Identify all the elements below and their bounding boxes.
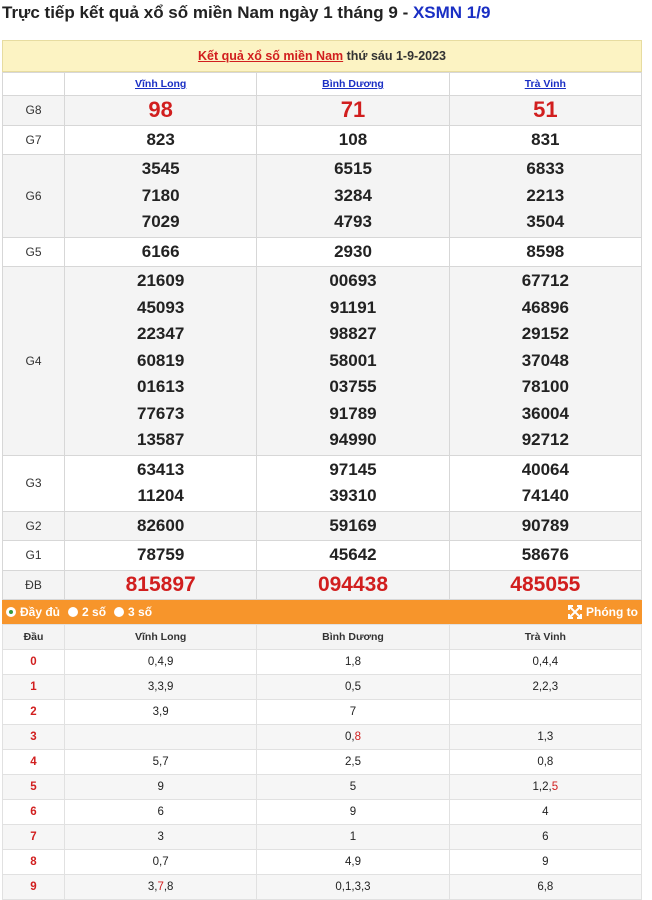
prize-number: 58676	[521, 545, 569, 564]
stats-header-cell: Trà Vinh	[449, 625, 641, 650]
stats-cell: 0,8	[449, 750, 641, 775]
stats-cell: 0,4,4	[449, 650, 641, 675]
prize-number: 46896	[521, 297, 569, 317]
prize-cell	[65, 541, 257, 571]
prize-cell	[65, 237, 257, 267]
head-stats-table	[2, 624, 642, 900]
option-label: 3 số	[128, 605, 153, 619]
prize-cell	[65, 455, 257, 511]
prize-number: 63413	[137, 459, 185, 479]
stats-row	[3, 775, 642, 800]
prize-number: 45093	[137, 297, 185, 317]
prize-label: G2	[3, 511, 65, 541]
province-header-empty	[3, 73, 65, 96]
stats-row	[3, 825, 642, 850]
stats-head-digit: 5	[3, 775, 65, 800]
stats-head-digit: 4	[3, 750, 65, 775]
stats-cell: 3,7,8	[65, 875, 257, 900]
stats-header-cell: Vĩnh Long	[65, 625, 257, 650]
stats-cell: 6	[65, 800, 257, 825]
results-date: thứ sáu 1-9-2023	[343, 49, 447, 63]
stats-row	[3, 675, 642, 700]
page-title-text: Trực tiếp kết quả xổ số miền Nam ngày 1 tháng 9 -	[2, 3, 413, 22]
province-header-row	[3, 73, 642, 96]
prize-cell	[449, 570, 641, 600]
stats-cell: 2,2,3	[449, 675, 641, 700]
prize-number: 90789	[521, 515, 569, 535]
prize-number: 3504	[526, 212, 565, 231]
prize-cell	[449, 96, 641, 126]
prize-number: 22347	[137, 324, 185, 343]
prize-number: 823	[146, 129, 175, 149]
prize-number: 45642	[329, 545, 377, 564]
stats-cell: 4	[449, 800, 641, 825]
prize-number: 3284	[334, 185, 372, 205]
stats-row	[3, 725, 642, 750]
prize-number: 39310	[329, 486, 377, 505]
prize-cell	[257, 541, 449, 571]
prize-label: G5	[3, 237, 65, 267]
prize-number: 51	[533, 97, 558, 122]
stats-cell: 0,1,3,3	[257, 875, 449, 900]
highlight-digit: 8	[354, 731, 361, 743]
stats-head-digit: 8	[3, 850, 65, 875]
prize-label: ĐB	[3, 570, 65, 600]
prize-number: 4793	[334, 212, 372, 231]
prize-label: G7	[3, 125, 65, 155]
stats-cell: 3	[65, 825, 257, 850]
prize-cell	[65, 155, 257, 238]
prize-number: 29152	[521, 324, 569, 343]
prize-number: 6166	[141, 241, 180, 261]
stats-cell: 6	[449, 825, 641, 850]
prize-number: 3545	[141, 159, 180, 178]
province-header-cell	[257, 73, 449, 96]
prize-number: 00693	[329, 271, 377, 290]
prize-number: 094438	[317, 572, 389, 596]
prize-number: 60819	[137, 350, 185, 370]
option-three-digits[interactable]	[114, 605, 152, 619]
prize-number: 59169	[329, 515, 377, 535]
stats-row	[3, 875, 642, 900]
prize-cell	[449, 125, 641, 155]
stats-cell: 7	[257, 700, 449, 725]
prize-number: 485055	[510, 572, 581, 596]
prize-cell	[257, 96, 449, 126]
radio-icon[interactable]	[68, 607, 78, 617]
prize-number: 2213	[526, 185, 565, 205]
prize-number: 815897	[125, 572, 196, 596]
prize-cell	[257, 267, 449, 456]
stats-cell: 3,3,9	[65, 675, 257, 700]
prize-row	[3, 237, 642, 267]
prize-row	[3, 125, 642, 155]
prize-label: G1	[3, 541, 65, 571]
prize-row	[3, 541, 642, 571]
prize-number: 21609	[137, 271, 185, 290]
province-header-cell	[65, 73, 257, 96]
prize-cell	[65, 267, 257, 456]
prize-number: 71	[340, 97, 366, 122]
stats-cell: 0,8	[257, 725, 449, 750]
stats-cell: 5,7	[65, 750, 257, 775]
prize-number: 37048	[521, 350, 569, 370]
prize-number: 98	[148, 97, 173, 122]
prize-number: 40064	[521, 459, 569, 479]
results-link[interactable]: Kết quả xổ số miền Nam	[197, 49, 344, 63]
stats-row	[3, 850, 642, 875]
province-link[interactable]: Bình Dương	[322, 78, 384, 90]
stats-cell: 5	[257, 775, 449, 800]
prize-cell	[449, 455, 641, 511]
prize-number: 98827	[329, 324, 377, 343]
prize-number: 01613	[137, 377, 185, 396]
radio-icon[interactable]	[114, 607, 124, 617]
stats-cell: 3,9	[65, 700, 257, 725]
stats-cell: 9	[257, 800, 449, 825]
stats-cell: 2,5	[257, 750, 449, 775]
prize-cell	[257, 511, 449, 541]
prize-number: 91789	[329, 403, 377, 423]
prize-cell	[257, 570, 449, 600]
prize-number: 92712	[521, 430, 569, 449]
highlight-digit: 5	[551, 781, 559, 793]
stats-cell: 1,8	[257, 650, 449, 675]
stats-cell: 0,7	[65, 850, 257, 875]
prize-number: 78759	[137, 545, 185, 564]
prize-cell	[257, 237, 449, 267]
stats-cell: 0,5	[257, 675, 449, 700]
prize-number: 58001	[329, 350, 377, 370]
prize-cell	[449, 155, 641, 238]
prize-number: 831	[531, 129, 560, 149]
prize-cell	[257, 155, 449, 238]
stats-head-digit: 1	[3, 675, 65, 700]
stats-row	[3, 750, 642, 775]
stats-header-cell: Bình Dương	[257, 625, 449, 650]
stats-row	[3, 800, 642, 825]
stats-cell: 4,9	[257, 850, 449, 875]
expand-icon	[568, 605, 582, 619]
stats-row	[3, 700, 642, 725]
stats-header-cell: Đầu	[3, 625, 65, 650]
prize-label: G8	[3, 96, 65, 126]
prize-row	[3, 455, 642, 511]
stats-cell: 1,3	[449, 725, 641, 750]
stats-head-digit: 2	[3, 700, 65, 725]
prize-number: 11204	[137, 486, 184, 505]
prize-cell	[449, 267, 641, 456]
prize-cell	[449, 511, 641, 541]
prize-cell	[257, 125, 449, 155]
stats-cell: 9	[65, 775, 257, 800]
prize-label: G4	[3, 267, 65, 456]
prize-label: G3	[3, 455, 65, 511]
highlight-digit: 7	[157, 881, 164, 893]
prize-row	[3, 96, 642, 126]
province-link[interactable]: Trà Vinh	[524, 78, 566, 90]
stats-cell: 9	[449, 850, 641, 875]
stats-head-digit: 0	[3, 650, 65, 675]
stats-cell: 0,4,9	[65, 650, 257, 675]
stats-cell: 1,2,5	[449, 775, 641, 800]
prize-cell	[65, 125, 257, 155]
prize-row	[3, 155, 642, 238]
prize-number: 8598	[526, 241, 565, 261]
prize-number: 78100	[521, 377, 569, 396]
option-full[interactable]	[6, 605, 60, 619]
results-table	[2, 72, 642, 600]
options-bar	[2, 600, 642, 624]
prize-cell	[449, 237, 641, 267]
results-banner	[2, 40, 642, 72]
prize-number: 77673	[137, 403, 185, 423]
stats-header-row	[3, 625, 642, 650]
stats-head-digit: 6	[3, 800, 65, 825]
page-title-highlight[interactable]: XSMN 1/9	[412, 3, 491, 22]
prize-cell	[449, 541, 641, 571]
prize-number: 7029	[141, 212, 180, 231]
prize-number: 91191	[329, 297, 377, 317]
option-label: Đầy đủ	[20, 605, 61, 619]
option-label: 2 số	[82, 605, 107, 619]
stats-cell: 6,8	[449, 875, 641, 900]
page-title	[0, 0, 652, 32]
prize-row	[3, 511, 642, 541]
stats-row	[3, 650, 642, 675]
stats-head-digit: 7	[3, 825, 65, 850]
prize-cell	[65, 511, 257, 541]
option-two-digits[interactable]	[68, 605, 106, 619]
stats-cell	[65, 725, 257, 750]
prize-number: 94990	[329, 430, 377, 449]
prize-row	[3, 570, 642, 600]
province-link[interactable]: Vĩnh Long	[135, 78, 187, 90]
prize-number: 97145	[329, 459, 377, 479]
prize-cell	[65, 96, 257, 126]
prize-number: 6833	[526, 159, 565, 178]
prize-number: 36004	[521, 403, 569, 423]
stats-cell	[449, 700, 641, 725]
zoom-button[interactable]	[568, 600, 638, 624]
prize-number: 6515	[334, 159, 372, 178]
prize-label: G6	[3, 155, 65, 238]
prize-row	[3, 267, 642, 456]
prize-number: 03755	[329, 377, 377, 396]
prize-number: 74140	[521, 486, 569, 505]
radio-checked-icon[interactable]	[6, 607, 16, 617]
zoom-label: Phóng to	[586, 605, 638, 619]
prize-number: 13587	[137, 430, 185, 449]
stats-cell: 1	[257, 825, 449, 850]
prize-number: 2930	[334, 241, 372, 261]
prize-number: 7180	[141, 185, 180, 205]
stats-head-digit: 9	[3, 875, 65, 900]
stats-head-digit: 3	[3, 725, 65, 750]
prize-number: 67712	[521, 271, 569, 290]
prize-number: 82600	[137, 515, 185, 535]
province-header-cell	[449, 73, 641, 96]
results-container	[2, 40, 642, 900]
prize-cell	[257, 455, 449, 511]
prize-cell	[65, 570, 257, 600]
prize-number: 108	[338, 129, 368, 149]
